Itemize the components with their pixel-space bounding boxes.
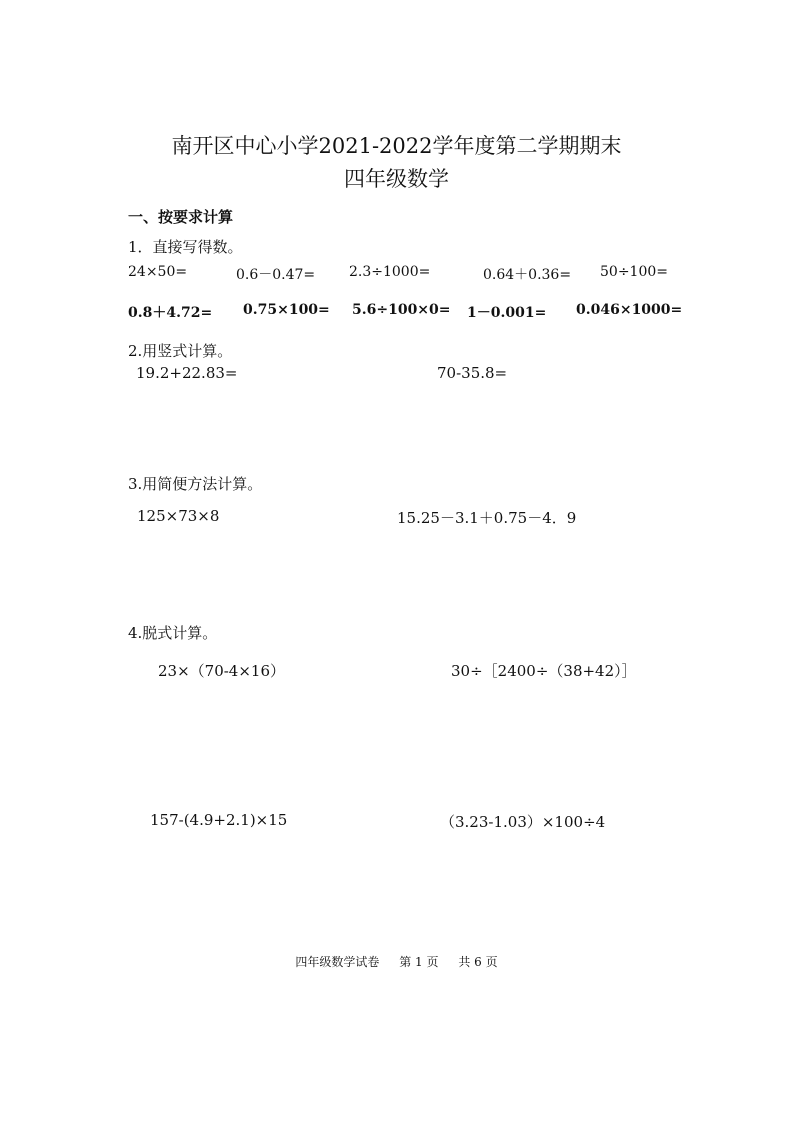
q4-item-1: 23×（70-4×16） — [158, 662, 286, 680]
question-3-label: 3.用简便方法计算。 — [128, 475, 263, 493]
q1-item-10: 0.046×1000= — [576, 302, 683, 318]
footer-subject: 四年级数学试卷 — [295, 955, 380, 969]
q1-item-3: 2.3÷1000= — [349, 264, 431, 280]
q4-item-2: 30÷［2400÷（38+42）］ — [451, 662, 637, 680]
page-footer — [0, 953, 793, 970]
question-2-label: 2.用竖式计算。 — [128, 342, 233, 360]
question-4-label: 4.脱式计算。 — [128, 624, 218, 642]
q1-item-1: 24×50= — [128, 264, 188, 280]
q1-item-5: 50÷100= — [600, 264, 668, 280]
q1-item-4: 0.64＋0.36= — [483, 267, 572, 283]
q1-item-6: 0.8＋4.72= — [128, 305, 213, 321]
q1-item-9: 1－0.001= — [467, 305, 547, 321]
section-heading: 一、按要求计算 — [128, 208, 234, 226]
footer-page-number: 第 1 页 — [399, 955, 439, 969]
question-1-label: 1．直接写得数。 — [128, 238, 243, 256]
q2-item-1: 19.2+22.83= — [136, 364, 238, 382]
footer-total-pages: 共 6 页 — [458, 955, 498, 969]
q3-item-2: 15.25－3.1＋0.75－4．9 — [397, 509, 577, 527]
q3-item-1: 125×73×8 — [137, 507, 220, 525]
q4-item-3: 157-(4.9+2.1)×15 — [150, 811, 288, 829]
exam-subtitle: 四年级数学 — [344, 167, 449, 191]
q4-item-4: （3.23-1.03）×100÷4 — [440, 813, 606, 831]
q1-item-2: 0.6－0.47= — [236, 267, 316, 283]
exam-title: 南开区中心小学2021-2022学年度第二学期期末 — [171, 134, 622, 158]
q2-item-2: 70-35.8= — [437, 364, 508, 382]
q1-item-8: 5.6÷100×0= — [352, 302, 451, 318]
q1-item-7: 0.75×100= — [243, 302, 330, 318]
